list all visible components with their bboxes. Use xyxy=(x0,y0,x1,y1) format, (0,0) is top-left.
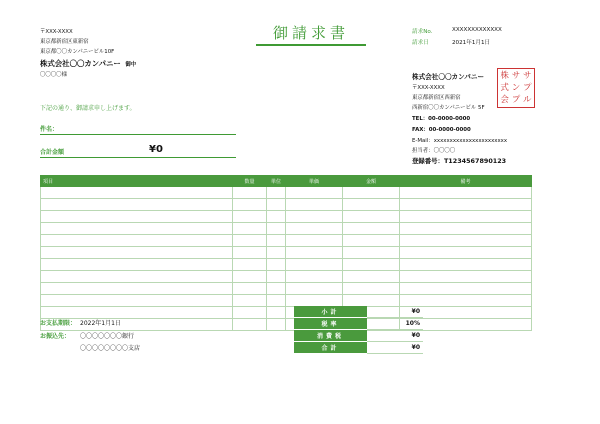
table-cell[interactable] xyxy=(267,307,286,319)
header-quantity: 数量 xyxy=(233,176,267,187)
table-cell[interactable] xyxy=(400,211,532,223)
header-amount: 金額 xyxy=(343,176,400,187)
header-remarks: 備考 xyxy=(400,176,532,187)
totals-row xyxy=(294,318,423,330)
table-row xyxy=(41,211,532,223)
invoice-date-label: 請求日 xyxy=(412,40,429,46)
recipient-company xyxy=(40,58,136,69)
bank-name: 〇〇〇〇〇〇〇銀行 xyxy=(80,333,135,340)
items-table xyxy=(40,175,532,331)
recipient-address-2: 東京都〇〇カンパニービル10F xyxy=(40,49,115,55)
stamp-char: 式 xyxy=(500,83,509,93)
stamp-char: 会 xyxy=(500,95,509,105)
table-cell[interactable] xyxy=(267,211,286,223)
table-cell[interactable] xyxy=(267,199,286,211)
table-cell[interactable] xyxy=(233,199,267,211)
recipient-company-name: 株式会社〇〇カンパニー xyxy=(40,59,121,68)
totals-table xyxy=(294,306,423,354)
table-cell[interactable] xyxy=(233,295,267,307)
table-cell[interactable] xyxy=(233,283,267,295)
table-cell[interactable] xyxy=(286,235,343,247)
table-cell[interactable] xyxy=(286,259,343,271)
subject-label: 件名： xyxy=(40,126,59,133)
table-cell[interactable] xyxy=(400,187,532,199)
table-cell[interactable] xyxy=(343,199,400,211)
stamp-char: プ xyxy=(511,95,521,105)
table-cell[interactable] xyxy=(41,283,233,295)
issuer-person: 担当者：〇〇〇〇 xyxy=(412,148,456,154)
table-cell[interactable] xyxy=(233,307,267,319)
items-header-row xyxy=(41,176,532,187)
table-cell[interactable] xyxy=(233,259,267,271)
table-row xyxy=(41,247,532,259)
table-cell[interactable] xyxy=(267,187,286,199)
table-row xyxy=(41,271,532,283)
recipient-postal: 〒XXX-XXXX xyxy=(40,29,73,35)
table-cell[interactable] xyxy=(41,295,233,307)
table-cell[interactable] xyxy=(267,295,286,307)
invoice-no-label: 請求No. xyxy=(412,29,433,35)
header-unit-price: 単価 xyxy=(286,176,343,187)
table-cell[interactable] xyxy=(400,295,532,307)
table-cell[interactable] xyxy=(400,259,532,271)
subtotal-label: 小計 xyxy=(294,306,367,318)
invoice-no-value: XXXXXXXXXXXXX xyxy=(452,27,502,33)
issuer-company: 株式会社〇〇カンパニー xyxy=(412,73,485,81)
total-value: ¥0 xyxy=(149,144,163,155)
recipient-person: 〇〇〇〇様 xyxy=(40,72,67,78)
table-cell[interactable] xyxy=(286,295,343,307)
table-cell[interactable] xyxy=(41,211,233,223)
table-cell[interactable] xyxy=(233,319,267,331)
stamp-char: 株 xyxy=(500,71,509,81)
table-cell[interactable] xyxy=(41,247,233,259)
bank-label: お振込先： xyxy=(40,333,71,340)
title-underline xyxy=(256,44,366,46)
table-cell[interactable] xyxy=(286,283,343,295)
table-row xyxy=(41,187,532,199)
table-cell[interactable] xyxy=(343,283,400,295)
bank-branch: 〇〇〇〇〇〇〇〇支店 xyxy=(80,345,141,352)
table-cell[interactable] xyxy=(286,271,343,283)
table-row xyxy=(41,223,532,235)
table-cell[interactable] xyxy=(233,223,267,235)
table-row xyxy=(41,199,532,211)
table-cell[interactable] xyxy=(233,247,267,259)
header-unit: 単位 xyxy=(267,176,286,187)
stamp-char: ル xyxy=(523,95,532,105)
table-cell[interactable] xyxy=(400,247,532,259)
subject-underline xyxy=(40,134,236,135)
table-cell[interactable] xyxy=(286,247,343,259)
table-cell[interactable] xyxy=(267,235,286,247)
total-underline xyxy=(40,157,236,158)
table-cell[interactable] xyxy=(41,259,233,271)
table-row xyxy=(41,283,532,295)
table-cell[interactable] xyxy=(267,247,286,259)
tax-rate-value: 10% xyxy=(367,318,423,330)
table-cell[interactable] xyxy=(400,271,532,283)
table-cell[interactable] xyxy=(343,187,400,199)
table-cell[interactable] xyxy=(286,211,343,223)
table-cell[interactable] xyxy=(233,235,267,247)
table-cell[interactable] xyxy=(343,259,400,271)
table-cell[interactable] xyxy=(233,271,267,283)
consumption-tax-label: 消費税 xyxy=(294,330,367,342)
issuer-email: E-Mail：xxxxxxxxxxxxxxxxxxxxxxx xyxy=(412,138,508,144)
table-cell[interactable] xyxy=(267,319,286,331)
table-cell[interactable] xyxy=(267,259,286,271)
table-cell[interactable] xyxy=(267,223,286,235)
issuer-tel: TEL：00-0000-0000 xyxy=(412,116,471,122)
intro-text: 下記の通り、御請求申し上げます。 xyxy=(40,105,136,112)
invoice-date-value: 2021年1月1日 xyxy=(452,40,491,46)
recipient-address-1: 東京都新宿区東新宿 xyxy=(40,39,89,45)
totals-row xyxy=(294,330,423,342)
issuer-registration: 登録番号：T1234567890123 xyxy=(412,157,507,165)
header-item: 項目 xyxy=(41,176,233,187)
table-cell[interactable] xyxy=(343,223,400,235)
totals-row xyxy=(294,342,423,354)
table-cell[interactable] xyxy=(400,235,532,247)
issuer-address-2: 西新宿〇〇カンパニービル 5F xyxy=(412,105,485,111)
table-cell[interactable] xyxy=(41,223,233,235)
table-cell[interactable] xyxy=(400,223,532,235)
table-cell[interactable] xyxy=(41,271,233,283)
table-cell[interactable] xyxy=(400,199,532,211)
table-cell[interactable] xyxy=(343,211,400,223)
table-cell[interactable] xyxy=(267,283,286,295)
document-title: 御請求書 xyxy=(272,24,349,42)
issuer-address-1: 東京都新宿区西新宿 xyxy=(412,95,461,101)
table-cell[interactable] xyxy=(41,307,233,319)
total-label: 合計金額 xyxy=(40,149,65,156)
grand-total-label: 合計 xyxy=(294,342,367,354)
table-cell[interactable] xyxy=(267,271,286,283)
issuer-fax: FAX：00-0000-0000 xyxy=(412,127,471,133)
stamp-char: プ xyxy=(523,83,532,93)
payment-deadline-label: お支払期限： xyxy=(40,320,77,327)
items-body xyxy=(41,187,532,331)
table-cell[interactable] xyxy=(41,187,233,199)
stamp-char: サ xyxy=(523,71,532,81)
subtotal-value: ¥0 xyxy=(367,306,423,318)
table-cell[interactable] xyxy=(343,247,400,259)
tax-rate-label: 税率 xyxy=(294,318,367,330)
table-cell[interactable] xyxy=(41,235,233,247)
table-row xyxy=(41,307,532,319)
grand-total-value: ¥0 xyxy=(367,342,423,354)
table-row xyxy=(41,295,532,307)
table-cell[interactable] xyxy=(343,295,400,307)
stamp-char: サ xyxy=(511,71,521,81)
table-cell[interactable] xyxy=(286,187,343,199)
table-cell[interactable] xyxy=(41,199,233,211)
table-row xyxy=(41,259,532,271)
company-seal-stamp xyxy=(497,68,535,108)
table-cell[interactable] xyxy=(286,199,343,211)
table-cell[interactable] xyxy=(233,211,267,223)
consumption-tax-value: ¥0 xyxy=(367,330,423,342)
payment-deadline-value: 2022年1月1日 xyxy=(80,320,121,327)
table-row xyxy=(41,235,532,247)
table-cell[interactable] xyxy=(343,271,400,283)
table-cell[interactable] xyxy=(400,283,532,295)
table-cell[interactable] xyxy=(343,235,400,247)
table-cell[interactable] xyxy=(233,187,267,199)
table-cell[interactable] xyxy=(286,223,343,235)
stamp-char: ン xyxy=(511,83,521,93)
recipient-company-suffix: 御中 xyxy=(125,62,137,68)
totals-row xyxy=(294,306,423,318)
issuer-postal: 〒XXX-XXXX xyxy=(412,85,445,91)
